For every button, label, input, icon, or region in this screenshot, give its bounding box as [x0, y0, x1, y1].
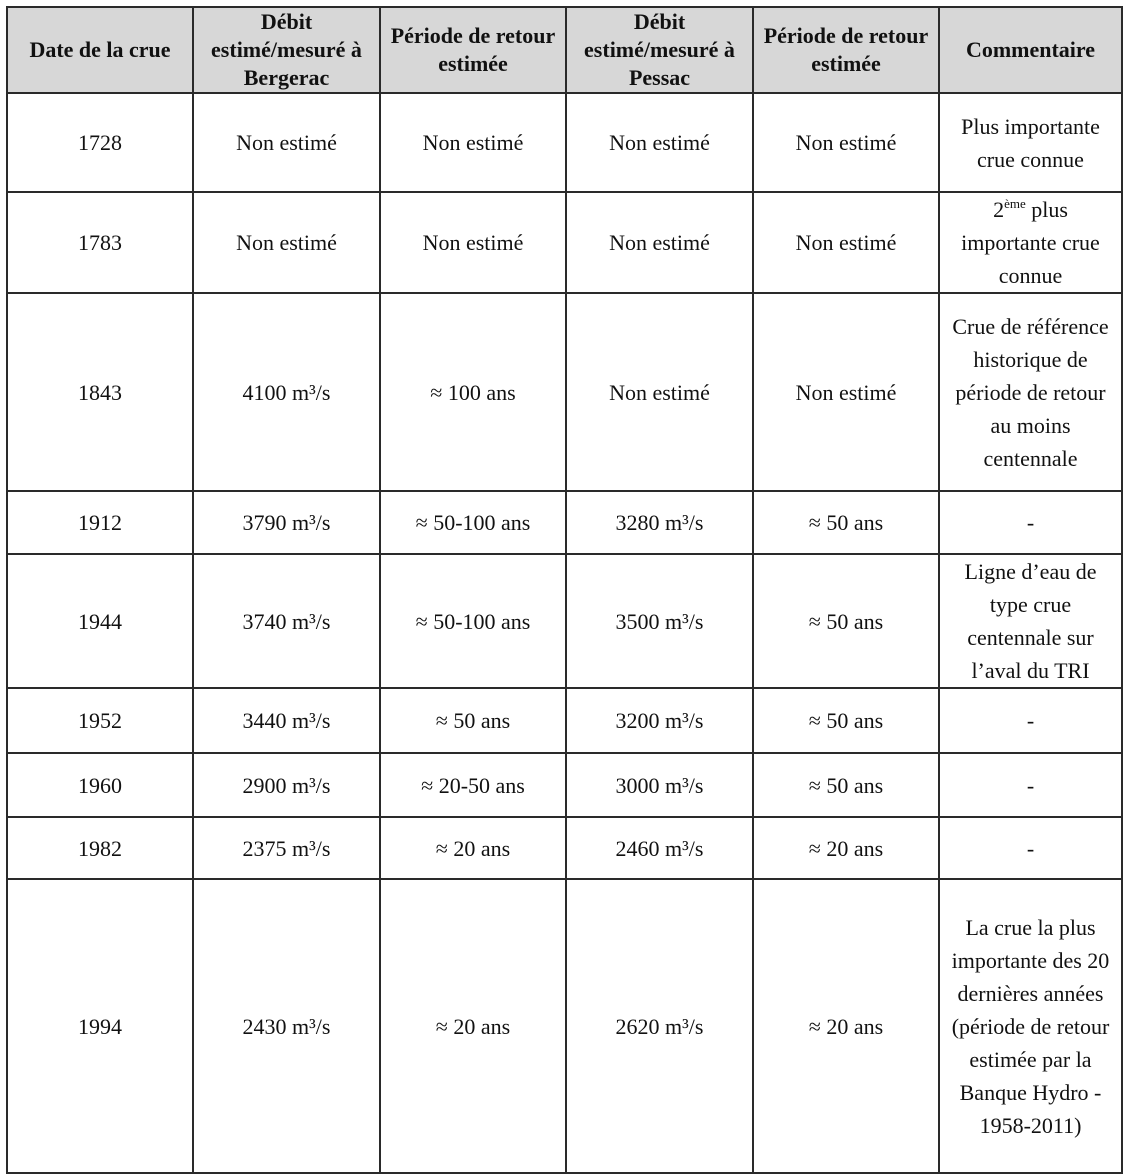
table-row	[7, 554, 1122, 688]
cell-debit-pessac: Non estimé	[566, 293, 753, 491]
cell-periode-pessac: Non estimé	[753, 192, 939, 293]
comment-ordinal: 2	[993, 197, 1005, 222]
table-row	[7, 688, 1122, 753]
table-header	[7, 7, 1122, 93]
table-row	[7, 491, 1122, 554]
cell-debit-pessac: 2460 m³/s	[566, 817, 753, 879]
cell-date: 1982	[7, 817, 193, 879]
table-row	[7, 192, 1122, 293]
cell-periode-pessac: ≈ 50 ans	[753, 554, 939, 688]
cell-periode-bergerac: ≈ 100 ans	[380, 293, 566, 491]
cell-debit-pessac: Non estimé	[566, 93, 753, 192]
cell-date: 1960	[7, 753, 193, 817]
cell-debit-pessac: Non estimé	[566, 192, 753, 293]
cell-periode-pessac: Non estimé	[753, 93, 939, 192]
cell-debit-bergerac: 2900 m³/s	[193, 753, 380, 817]
header-date: Date de la crue	[7, 7, 193, 93]
cell-debit-pessac: 3000 m³/s	[566, 753, 753, 817]
cell-periode-bergerac: ≈ 20-50 ans	[380, 753, 566, 817]
header-debit-pessac: Débit estimé/mesuré à Pessac	[566, 7, 753, 93]
cell-commentaire: -	[939, 491, 1122, 554]
cell-periode-bergerac: Non estimé	[380, 93, 566, 192]
header-commentaire: Commentaire	[939, 7, 1122, 93]
cell-periode-pessac: Non estimé	[753, 293, 939, 491]
table-row	[7, 817, 1122, 879]
cell-commentaire: La crue la plus importante des 20 dernières années (période de retour estimée par la Banque Hydro - 1958-2011)	[939, 879, 1122, 1173]
cell-commentaire: -	[939, 753, 1122, 817]
cell-periode-bergerac: Non estimé	[380, 192, 566, 293]
cell-date: 1783	[7, 192, 193, 293]
cell-commentaire	[939, 192, 1122, 293]
cell-periode-bergerac: ≈ 20 ans	[380, 817, 566, 879]
cell-debit-bergerac: Non estimé	[193, 192, 380, 293]
cell-date: 1952	[7, 688, 193, 753]
table-row	[7, 753, 1122, 817]
cell-periode-bergerac: ≈ 50-100 ans	[380, 554, 566, 688]
header-row	[7, 7, 1122, 93]
cell-commentaire: -	[939, 688, 1122, 753]
cell-debit-bergerac: 2375 m³/s	[193, 817, 380, 879]
cell-debit-bergerac: 3440 m³/s	[193, 688, 380, 753]
cell-commentaire: Plus importante crue connue	[939, 93, 1122, 192]
cell-debit-bergerac: 3790 m³/s	[193, 491, 380, 554]
table-body	[7, 93, 1122, 1173]
cell-commentaire: -	[939, 817, 1122, 879]
cell-periode-pessac: ≈ 50 ans	[753, 491, 939, 554]
cell-periode-bergerac: ≈ 50-100 ans	[380, 491, 566, 554]
table-row	[7, 93, 1122, 192]
flood-history-table	[6, 6, 1123, 1174]
cell-debit-pessac: 2620 m³/s	[566, 879, 753, 1173]
header-periode-bergerac: Période de retour estimée	[380, 7, 566, 93]
table-row	[7, 879, 1122, 1173]
cell-periode-pessac: ≈ 20 ans	[753, 879, 939, 1173]
header-periode-pessac: Période de retour estimée	[753, 7, 939, 93]
table-row	[7, 293, 1122, 491]
cell-periode-bergerac: ≈ 20 ans	[380, 879, 566, 1173]
cell-date: 1994	[7, 879, 193, 1173]
comment-ordinal-suffix: ème	[1004, 196, 1026, 211]
cell-date: 1728	[7, 93, 193, 192]
cell-debit-bergerac: Non estimé	[193, 93, 380, 192]
cell-periode-bergerac: ≈ 50 ans	[380, 688, 566, 753]
comment-text: plus importante crue connue	[961, 197, 1100, 288]
cell-debit-bergerac: 2430 m³/s	[193, 879, 380, 1173]
cell-commentaire: Ligne d’eau de type crue centennale sur l’aval du TRI	[939, 554, 1122, 688]
cell-date: 1944	[7, 554, 193, 688]
cell-date: 1843	[7, 293, 193, 491]
cell-debit-pessac: 3500 m³/s	[566, 554, 753, 688]
cell-debit-pessac: 3280 m³/s	[566, 491, 753, 554]
cell-commentaire: Crue de référence historique de période de retour au moins centennale	[939, 293, 1122, 491]
cell-debit-bergerac: 4100 m³/s	[193, 293, 380, 491]
header-debit-bergerac: Débit estimé/mesuré à Bergerac	[193, 7, 380, 93]
cell-debit-pessac: 3200 m³/s	[566, 688, 753, 753]
cell-debit-bergerac: 3740 m³/s	[193, 554, 380, 688]
cell-periode-pessac: ≈ 20 ans	[753, 817, 939, 879]
cell-date: 1912	[7, 491, 193, 554]
cell-periode-pessac: ≈ 50 ans	[753, 688, 939, 753]
cell-periode-pessac: ≈ 50 ans	[753, 753, 939, 817]
